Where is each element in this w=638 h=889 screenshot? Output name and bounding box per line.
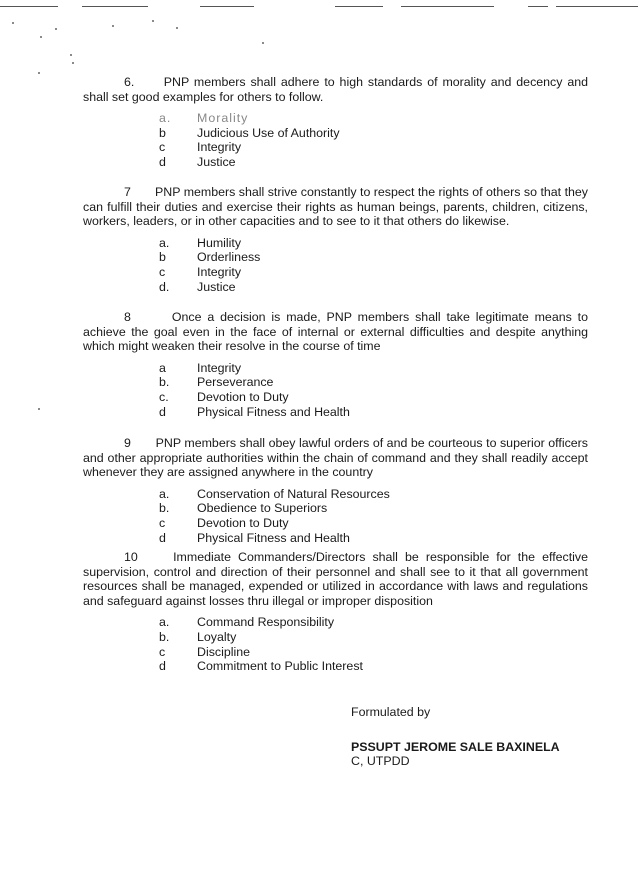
option-letter: a.: [159, 486, 170, 501]
question-text: [83, 75, 588, 104]
scan-speck: [40, 36, 42, 38]
scan-speck: [262, 42, 264, 44]
scan-speck: [38, 72, 40, 74]
scan-speck: [72, 62, 74, 64]
scan-speck: [112, 25, 114, 27]
top-rule: [0, 6, 58, 7]
option-letter: a: [159, 360, 166, 375]
options-list: [83, 111, 588, 169]
top-rule: [556, 6, 638, 7]
options-list: [83, 361, 588, 419]
option-label: Physical Fitness and Health: [197, 404, 350, 419]
option-letter: d: [159, 659, 166, 674]
question-number: 10: [124, 550, 138, 564]
option-a: [83, 111, 588, 126]
question-body: PNP members shall adhere to high standards of morality and decency and shall set good examples for others to follow.: [83, 75, 589, 104]
scan-speck: [152, 20, 154, 22]
top-rule: [401, 6, 494, 7]
option-letter: c.: [159, 389, 169, 404]
top-rule: [528, 6, 548, 7]
option-b: [83, 375, 588, 390]
question-6: [83, 75, 588, 170]
option-letter: b: [159, 125, 166, 140]
top-rule: [82, 6, 148, 7]
question-text: [83, 436, 588, 480]
option-label: Conservation of Natural Resources: [197, 486, 390, 501]
signatory-title: C, UTPDD: [351, 754, 410, 769]
scan-speck: [38, 408, 40, 410]
options-list: [83, 236, 588, 294]
formulated-by-label: Formulated by: [351, 705, 431, 719]
question-body: PNP members shall strive constantly to respect the rights of others so that they can fulfill their duties and exercise their rights as human beings, parents, children, citizens, workers, leaders, or in other capacities and to see to it that others do likewise.: [83, 185, 588, 229]
option-label: Judicious Use of Authority: [197, 125, 340, 140]
question-text: [83, 310, 588, 354]
option-letter: a.: [159, 111, 172, 126]
option-letter: d: [159, 404, 166, 419]
option-label: Physical Fitness and Health: [197, 530, 350, 545]
question-number: 6.: [124, 75, 135, 89]
option-b: [83, 501, 588, 516]
question-body: Immediate Commanders/Directors shall be responsible for the effective supervision, control and direction of their personnel and shall see to it that all government resources shall be managed, expended or utilized in accordance with laws and regulations and safeguard against losses thru illegal or improper disposition: [83, 550, 588, 608]
option-letter: b.: [159, 501, 170, 516]
option-d: [83, 280, 588, 295]
option-label: Command Responsibility: [197, 615, 335, 630]
question-8: [83, 310, 588, 419]
question-7: [83, 185, 588, 294]
option-label: Justice: [197, 154, 236, 169]
option-b: [83, 630, 588, 645]
option-label: Orderliness: [197, 250, 261, 265]
option-label: Devotion to Duty: [197, 389, 289, 404]
option-c: [83, 516, 588, 531]
option-letter: b.: [159, 629, 170, 644]
question-number: 9: [124, 436, 131, 450]
option-label: Integrity: [197, 140, 242, 155]
option-letter: c: [159, 644, 166, 659]
option-letter: d: [159, 530, 166, 545]
option-c: [83, 265, 588, 280]
top-rule: [335, 6, 383, 7]
option-label: Devotion to Duty: [197, 515, 289, 530]
option-b: [83, 126, 588, 141]
option-b: [83, 250, 588, 265]
option-letter: b: [159, 250, 166, 265]
option-c: [83, 390, 588, 405]
option-label: Commitment to Public Interest: [197, 659, 363, 674]
option-c: [83, 140, 588, 155]
question-body: PNP members shall obey lawful orders of and be courteous to superior officers and other appropriate authorities within the chain of command and they shall readily accept whenever they are assigned anywhere in the country: [83, 436, 588, 480]
option-label: Obedience to Superiors: [197, 501, 328, 516]
option-label: Justice: [197, 279, 236, 294]
option-d: [83, 659, 588, 674]
scan-speck: [55, 28, 57, 30]
option-label: Discipline: [197, 644, 251, 659]
option-label: Integrity: [197, 264, 242, 279]
question-number: 8: [124, 310, 131, 324]
option-letter: b.: [159, 375, 170, 390]
question-text: [83, 185, 588, 229]
option-label: Loyalty: [197, 629, 237, 644]
option-letter: a.: [159, 235, 170, 250]
top-rule: [200, 6, 254, 7]
question-body: Once a decision is made, PNP members shall take legitimate means to achieve the goal even in the face of internal or external difficulties and despite anything which might weaken their resolve in the course of time: [83, 310, 588, 354]
option-letter: d: [159, 154, 166, 169]
option-label: Perseverance: [197, 375, 274, 390]
scan-speck: [12, 22, 14, 24]
signatory-name: PSSUPT JEROME SALE BAXINELA: [351, 739, 560, 754]
option-letter: c: [159, 140, 166, 155]
options-list: [83, 615, 588, 673]
option-letter: c: [159, 515, 166, 530]
option-d: [83, 155, 588, 170]
option-d: [83, 531, 588, 546]
option-a: [83, 236, 588, 251]
option-a: [83, 487, 588, 502]
question-number: 7: [124, 185, 131, 199]
options-list: [83, 487, 588, 545]
question-9: [83, 436, 588, 545]
option-a: [83, 615, 588, 630]
option-label: Morality: [197, 111, 249, 126]
option-letter: a.: [159, 615, 170, 630]
scan-speck: [176, 27, 178, 29]
option-a: [83, 361, 588, 376]
scan-speck: [70, 54, 72, 56]
question-10: [83, 550, 588, 674]
question-text: [83, 550, 588, 608]
signature-block: [351, 705, 560, 769]
option-d: [83, 405, 588, 420]
option-letter: c: [159, 264, 166, 279]
option-letter: d.: [159, 279, 170, 294]
option-label: Humility: [197, 235, 242, 250]
option-c: [83, 645, 588, 660]
option-label: Integrity: [197, 360, 242, 375]
